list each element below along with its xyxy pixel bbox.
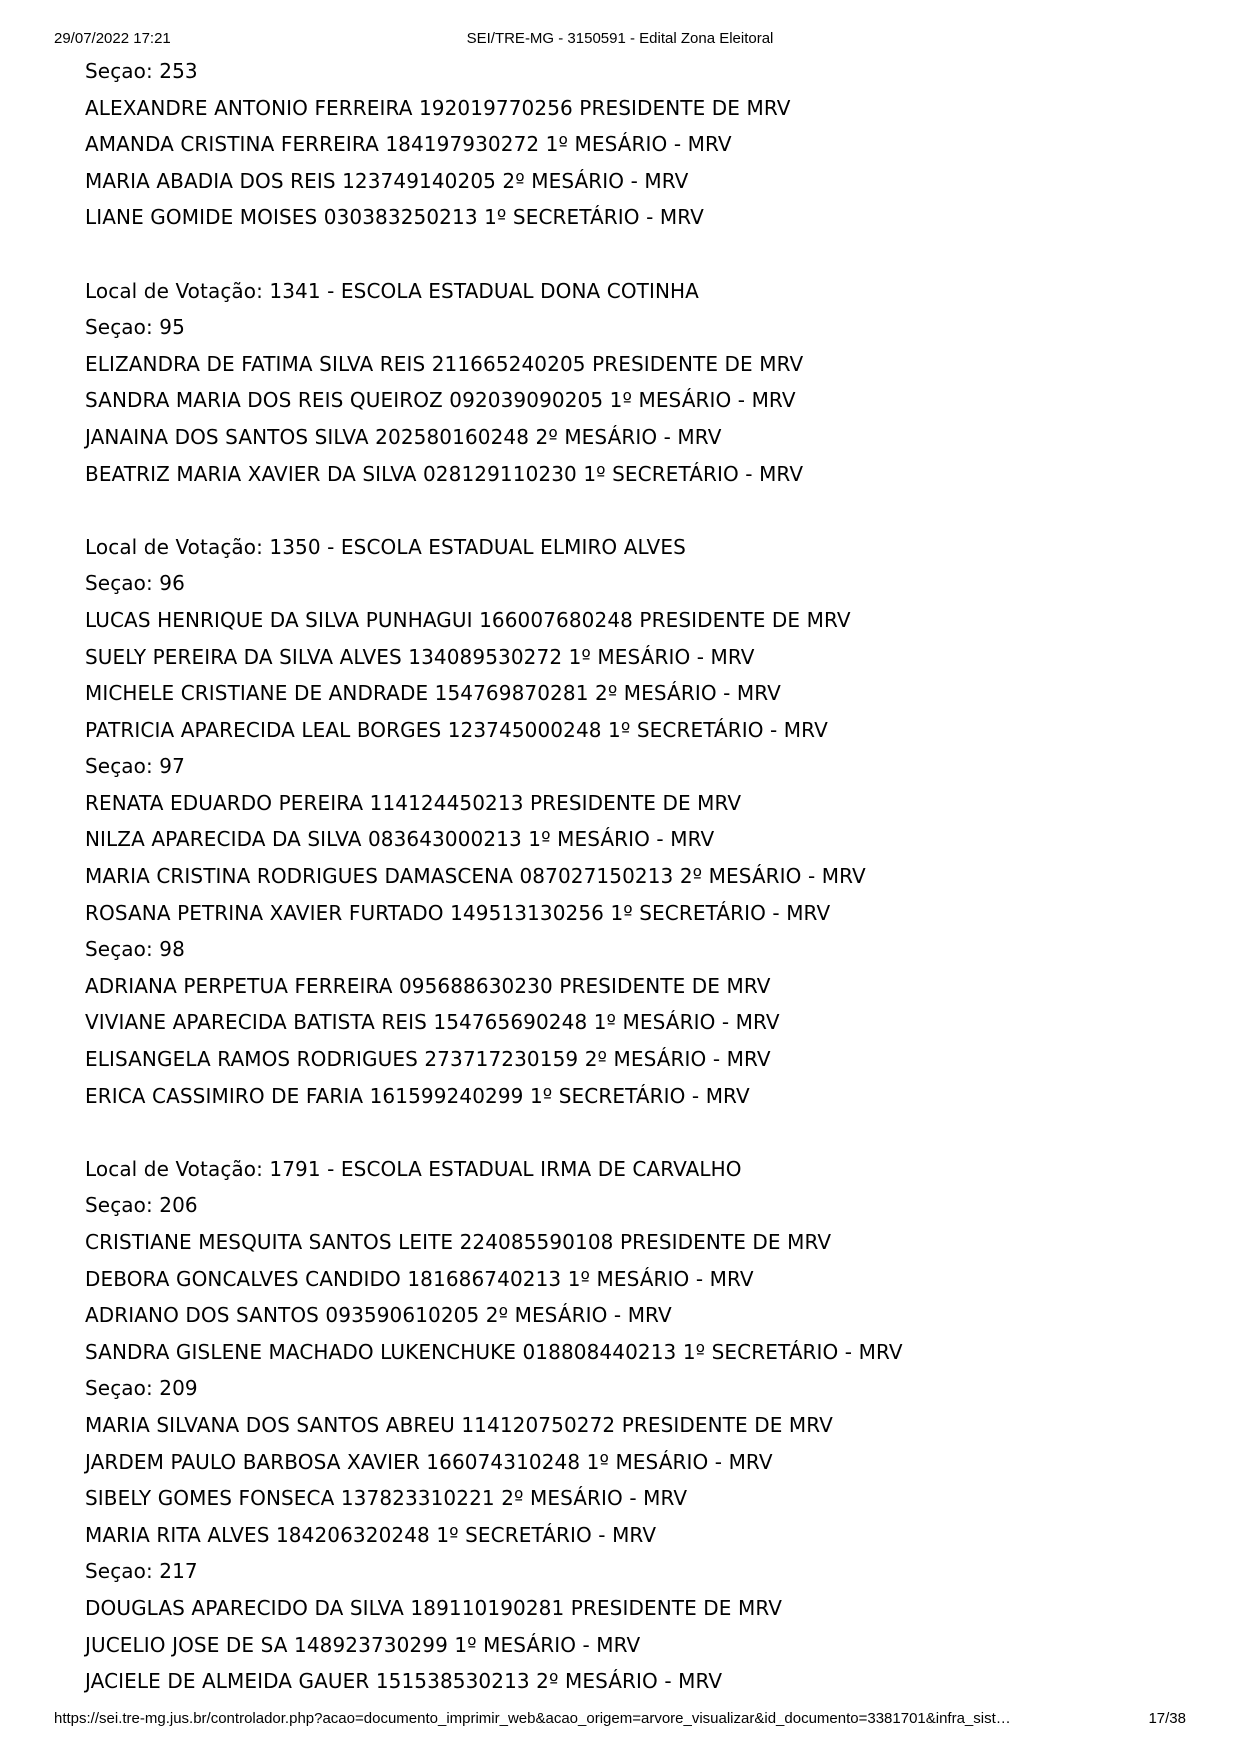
member-line: JANAINA DOS SANTOS SILVA 202580160248 2º MESÁRIO - MRV	[85, 424, 722, 449]
polling-place-heading: Local de Votação: 1791 - ESCOLA ESTADUAL IRMA DE CARVALHO	[85, 1156, 742, 1181]
polling-place-heading: Local de Votação: 1350 - ESCOLA ESTADUAL ELMIRO ALVES	[85, 534, 686, 559]
member-line: NILZA APARECIDA DA SILVA 083643000213 1º MESÁRIO - MRV	[85, 827, 715, 852]
document-url: https://sei.tre-mg.jus.br/controlador.php?acao=documento_imprimir_web&acao_origem=arvore_visualizar&id_documento=3381701&infra_sist…	[54, 1710, 1011, 1727]
member-line: SIBELY GOMES FONSECA 137823310221 2º MESÁRIO - MRV	[85, 1486, 688, 1511]
section-heading: Seçao: 209	[85, 1376, 198, 1401]
member-line: AMANDA CRISTINA FERREIRA 184197930272 1º MESÁRIO - MRV	[85, 132, 732, 157]
member-line: DOUGLAS APARECIDO DA SILVA 189110190281 PRESIDENTE DE MRV	[85, 1595, 783, 1620]
member-line: JUCELIO JOSE DE SA 148923730299 1º MESÁRIO - MRV	[85, 1632, 641, 1657]
member-line: JARDEM PAULO BARBOSA XAVIER 166074310248 1º MESÁRIO - MRV	[85, 1449, 773, 1474]
print-footer	[54, 1710, 1186, 1732]
member-line: ERICA CASSIMIRO DE FARIA 161599240299 1º SECRETÁRIO - MRV	[85, 1083, 750, 1108]
section-heading: Seçao: 95	[85, 315, 185, 340]
member-line: ADRIANA PERPETUA FERREIRA 095688630230 PRESIDENTE DE MRV	[85, 973, 771, 998]
member-line: ELIZANDRA DE FATIMA SILVA REIS 211665240205 PRESIDENTE DE MRV	[85, 351, 804, 376]
blank-line	[85, 492, 1185, 529]
document-title: SEI/TRE-MG - 3150591 - Edital Zona Eleitoral	[466, 30, 774, 47]
page-number: 17/38	[1148, 1710, 1186, 1727]
member-line: ADRIANO DOS SANTOS 093590610205 2º MESÁRIO - MRV	[85, 1303, 672, 1328]
member-line: DEBORA GONCALVES CANDIDO 181686740213 1º MESÁRIO - MRV	[85, 1266, 754, 1291]
member-line: LIANE GOMIDE MOISES 030383250213 1º SECRETÁRIO - MRV	[85, 205, 704, 230]
polling-place-heading: Local de Votação: 1341 - ESCOLA ESTADUAL DONA COTINHA	[85, 278, 699, 303]
section-heading: Seçao: 253	[85, 59, 198, 83]
section-heading: Seçao: 98	[85, 937, 185, 962]
member-line: ELISANGELA RAMOS RODRIGUES 273717230159 2º MESÁRIO - MRV	[85, 1047, 771, 1072]
print-header	[54, 30, 1186, 52]
member-line: ALEXANDRE ANTONIO FERREIRA 192019770256 PRESIDENTE DE MRV	[85, 95, 791, 120]
member-line: MARIA CRISTINA RODRIGUES DAMASCENA 087027150213 2º MESÁRIO - MRV	[85, 864, 866, 889]
member-line: JACIELE DE ALMEIDA GAUER 151538530213 2º MESÁRIO - MRV	[85, 1669, 723, 1694]
member-line: RENATA EDUARDO PEREIRA 114124450213 PRESIDENTE DE MRV	[85, 790, 742, 815]
member-line: MARIA ABADIA DOS REIS 123749140205 2º MESÁRIO - MRV	[85, 168, 689, 193]
section-heading: Seçao: 217	[85, 1559, 198, 1584]
member-line: SANDRA GISLENE MACHADO LUKENCHUKE 018808440213 1º SECRETÁRIO - MRV	[85, 1339, 903, 1364]
member-line: VIVIANE APARECIDA BATISTA REIS 154765690248 1º MESÁRIO - MRV	[85, 1010, 780, 1035]
member-line: CRISTIANE MESQUITA SANTOS LEITE 224085590108 PRESIDENTE DE MRV	[85, 1230, 832, 1254]
member-line: LUCAS HENRIQUE DA SILVA PUNHAGUI 166007680248 PRESIDENTE DE MRV	[85, 607, 851, 632]
member-line: MARIA SILVANA DOS SANTOS ABREU 114120750272 PRESIDENTE DE MRV	[85, 1412, 833, 1437]
blank-line	[85, 236, 1185, 273]
member-line: MICHELE CRISTIANE DE ANDRADE 154769870281 2º MESÁRIO - MRV	[85, 681, 781, 706]
document-body	[85, 53, 1185, 1700]
print-datetime: 29/07/2022 17:21	[54, 30, 171, 47]
section-heading: Seçao: 206	[85, 1193, 198, 1218]
member-line: BEATRIZ MARIA XAVIER DA SILVA 028129110230 1º SECRETÁRIO - MRV	[85, 461, 804, 486]
section-heading: Seçao: 97	[85, 754, 185, 779]
member-line: SANDRA MARIA DOS REIS QUEIROZ 092039090205 1º MESÁRIO - MRV	[85, 388, 796, 413]
section-heading: Seçao: 96	[85, 571, 185, 596]
blank-line	[85, 1114, 1185, 1151]
member-line: ROSANA PETRINA XAVIER FURTADO 149513130256 1º SECRETÁRIO - MRV	[85, 900, 831, 925]
member-line: PATRICIA APARECIDA LEAL BORGES 123745000248 1º SECRETÁRIO - MRV	[85, 717, 828, 742]
member-line: SUELY PEREIRA DA SILVA ALVES 134089530272 1º MESÁRIO - MRV	[85, 644, 755, 669]
member-line: MARIA RITA ALVES 184206320248 1º SECRETÁRIO - MRV	[85, 1522, 657, 1547]
